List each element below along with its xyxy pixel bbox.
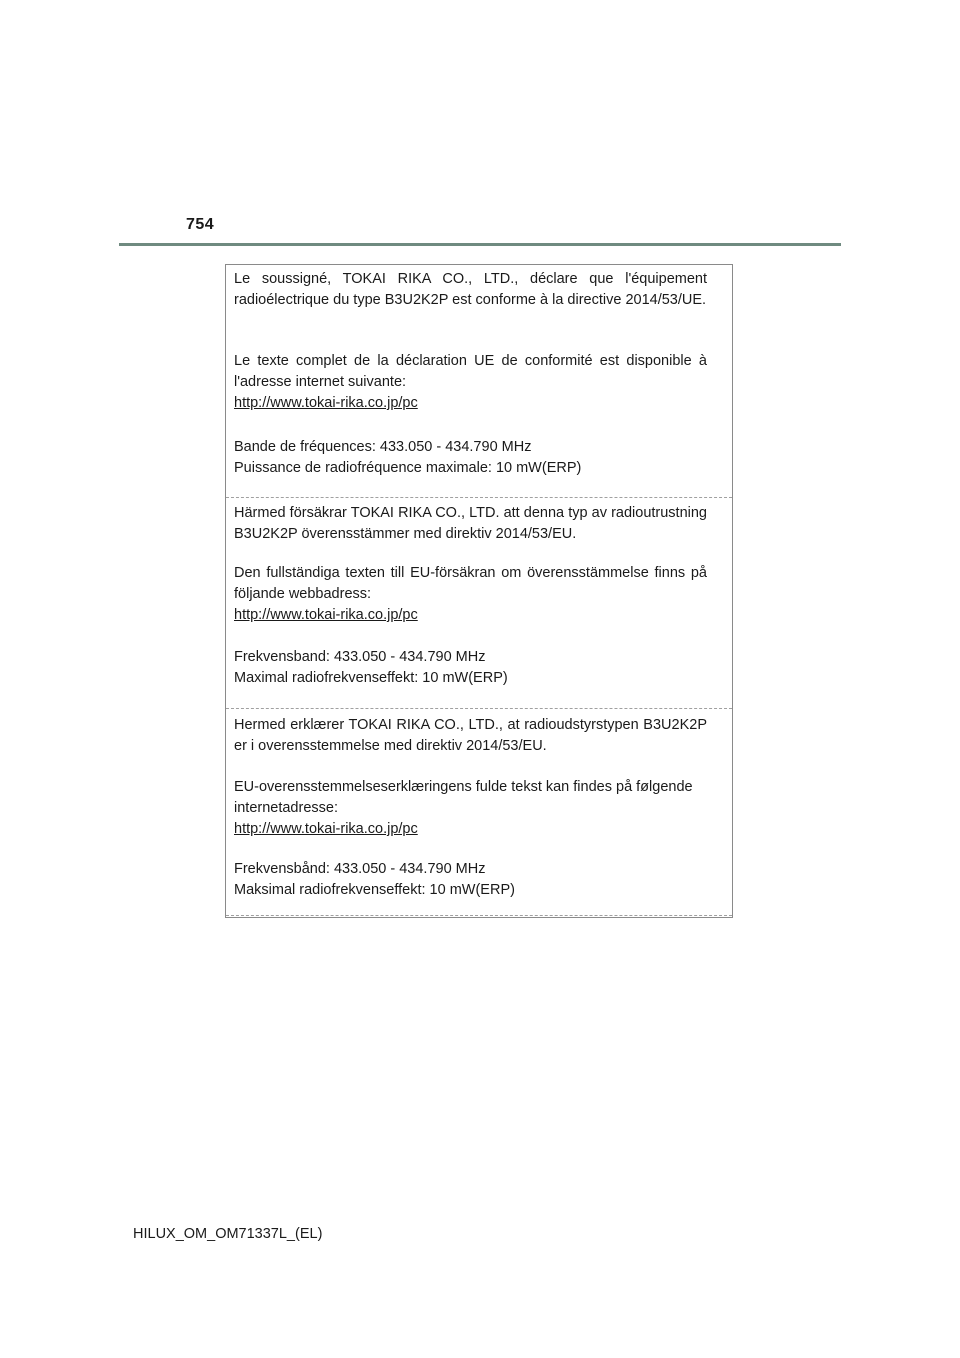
section-danish — [226, 709, 732, 919]
specs-block — [234, 859, 707, 901]
declaration-text: Härmed försäkrar TOKAI RIKA CO., LTD. att denna typ av radioutrustning B3U2K2P överensstämmer med direktiv 2014/53/EU. — [234, 505, 707, 542]
frequency-text: Frekvensbånd: 433.050 - 434.790 MHz — [234, 861, 486, 877]
section-divider — [226, 915, 732, 916]
availability-block — [234, 777, 707, 840]
declaration-text: Hermed erklærer TOKAI RIKA CO., LTD., at radioudstyrstypen B3U2K2P er i overensstemmelse med direktiv 2014/53/EU. — [234, 717, 707, 754]
availability-block — [234, 351, 707, 414]
declaration-url-link[interactable]: http://www.tokai-rika.co.jp/pc — [234, 607, 418, 623]
frequency-text: Frekvensband: 433.050 - 434.790 MHz — [234, 649, 486, 665]
availability-text: EU-overensstemmelseserklæringens fulde tekst kan findes på følgende internetadresse: — [234, 779, 693, 816]
specs-block — [234, 647, 707, 689]
conformity-notice-box — [225, 264, 733, 918]
header-rule — [119, 243, 841, 246]
power-text: Puissance de radiofréquence maximale: 10 mW(ERP) — [234, 460, 582, 476]
availability-text: Den fullständiga texten till EU-försäkran om överensstämmelse finns på följande webbadress: — [234, 565, 707, 602]
power-text: Maksimal radiofrekvenseffekt: 10 mW(ERP) — [234, 882, 515, 898]
section-french — [226, 265, 732, 497]
declaration-url-link[interactable]: http://www.tokai-rika.co.jp/pc — [234, 821, 418, 837]
document-footer-code: HILUX_OM_OM71337L_(EL) — [133, 1226, 323, 1242]
specs-block — [234, 437, 707, 479]
section-swedish — [226, 497, 732, 709]
page-number: 754 — [186, 216, 215, 233]
frequency-text: Bande de fréquences: 433.050 - 434.790 MHz — [234, 439, 532, 455]
declaration-url-link[interactable]: http://www.tokai-rika.co.jp/pc — [234, 395, 418, 411]
availability-text: Le texte complet de la déclaration UE de conformité est disponible à l'adresse internet suivante: — [234, 353, 707, 390]
availability-block — [234, 563, 707, 626]
power-text: Maximal radiofrekvenseffekt: 10 mW(ERP) — [234, 670, 508, 686]
declaration-text: Le soussigné, TOKAI RIKA CO., LTD., déclare que l'équipement radioélectrique du type B3U2K2P est conforme à la directive 2014/53/UE. — [234, 271, 707, 308]
